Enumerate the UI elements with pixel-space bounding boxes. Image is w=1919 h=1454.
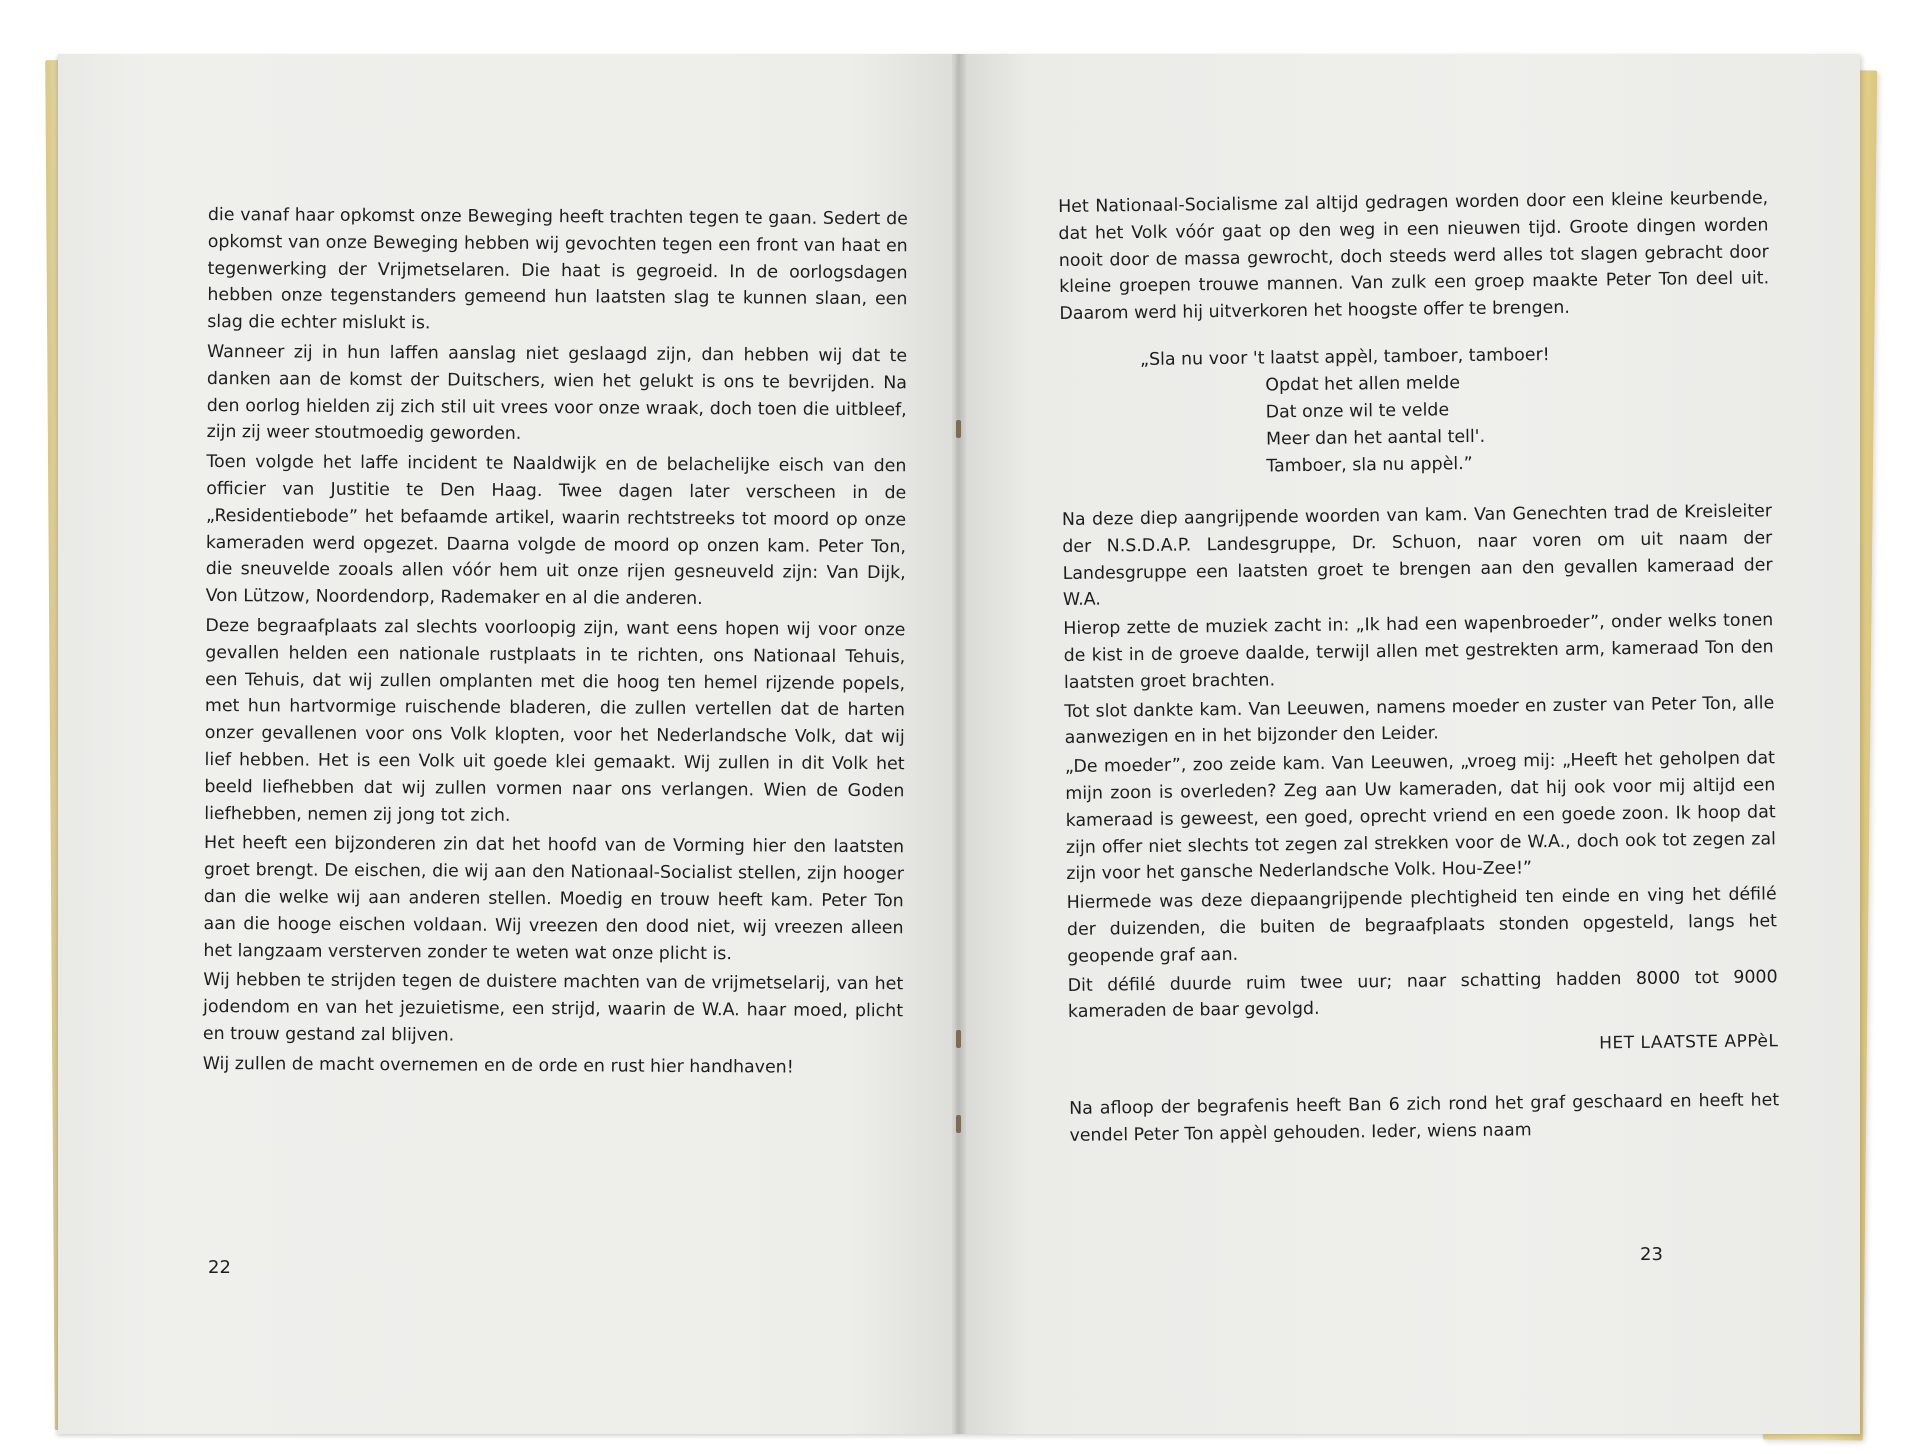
poem-line: Opdat het allen melde [1265,373,1461,396]
section-heading: HET LAATSTE APPèL [1599,1031,1779,1054]
left-page [58,54,961,1434]
left-page-text [203,202,908,1085]
book-gutter [952,54,966,1434]
paragraph: Toen volgde het laffe incident te Naaldwijk en de belachelijke eisch van den officier van Justitie te Den Haag. Twee dagen later verscheen in de „Residentiebode” het befaamde artikel, waarin rechtstreeks tot moord op onze kameraden werd opgezet. Daarna volgde de moord op onzen kam. Peter Ton, die sneuvelde zooals allen vóór hem uit onze rijen gesneuveld zijn: Van Dijk, Von Lützow, Noordendorp, Rademaker en al die anderen. [205,452,907,610]
closing-paragraph: Na afloop der begrafenis heeft Ban 6 zich rond het graf geschaard en heeft het vendel Peter Ton appèl gehouden. Ieder, wiens naam [1069,1090,1780,1146]
poem-line: Tamboer, sla nu appèl.” [1266,453,1473,477]
paragraph: Wanneer zij in hun laffen aanslag niet geslaagd zijn, dan hebben wij dat te danken aan de komst der Duitschers, wien het gelukt is ons te bevrijden. Na den oorlog hielden zij zich stil uit vrees voor onze wraak, doch toen die uitbleef, zijn zij weer stoutmoedig geworden. [206,341,908,445]
poem-stanza [1140,339,1772,482]
right-page [958,54,1860,1434]
right-page-text [1058,185,1780,1151]
binding-stitch [956,1030,961,1048]
poem-line: Dat onze wil te velde [1265,400,1450,423]
paragraph: Hierop zette de muziek zacht in: „Ik had een wapenbroeder”, onder welks tonen de kist in de groeve daalde, terwijl allen met gestrekten arm, kameraad Ton den laatsten groet brachten. [1063,610,1774,693]
paragraph: Hiermede was deze diepaangrijpende plechtigheid ten einde en ving het défilé der duizenden, die buiten de begraafplaats stonden opgesteld, langs het geopende graf aan. [1066,884,1778,967]
paragraph: die vanaf haar opkomst onze Beweging heeft trachten tegen te gaan. Sedert de opkomst van onze Beweging hebben wij gevochten tegen een front van haat en tegenwerking der Vrijmetselaren. Die haat is gegroeid. In de oorlogsdagen hebben onze tegenstanders gemeend hun laatsten slag te kunnen slaan, een slag die echter mislukt is. [207,204,908,334]
binding-stitch [956,1115,961,1133]
page-number: 23 [1640,1244,1663,1265]
paragraph: „De moeder”, zoo zeide kam. Van Leeuwen, „vroeg mij: „Heeft het geholpen dat mijn zoon is overleden? Zeg aan Uw kameraden, dat hij ook voor mij altijd een kameraad is geweest, een goed, oprecht vriend en een goede zoon. Ik hoop dat zijn offer niet slechts tot zegen zal strekken voor de W.A., doch ook tot zegen zal zijn voor het gansche Nederlandsche Volk. Hou-Zee!” [1064,748,1777,885]
page-number: 22 [208,1257,231,1278]
paragraph: Tot slot dankte kam. Van Leeuwen, namens moeder en zuster van Peter Ton, alle aanwezigen en in het bijzonder den Leider. [1064,692,1775,749]
intro-paragraph: Het Nationaal-Socialisme zal altijd gedragen worden door een kleine keurbende, dat het Volk vóór gaat op den weg in een nieuwen tijd. Groote dingen worden nooit door de massa gewrocht, doch steeds werd alles tot slagen gebracht door kleine groepen trouwe mannen. Van zulk een groep maakte Peter Ton deel uit. Daarom werd hij uitverkoren het hoogste offer te brengen. [1058,188,1770,325]
paragraph: Na deze diep aangrijpende woorden van kam. Van Genechten trad de Kreisleiter der N.S.D.A.P. Landesgruppe, Dr. Schuon, naar voren om uit naam der Landesgruppe een laatsten groet te brengen aan den gevallen kameraad der W.A. [1061,501,1773,611]
paragraph: Wij zullen de macht overnemen en de orde en rust hier handhaven! [202,1053,794,1078]
poem-line: „Sla nu voor 't laatst appèl, tamboer, tamboer! [1139,344,1550,370]
paragraph: Het heeft een bijzonderen zin dat het hoofd van de Vorming hier den laatsten groet brengt. De eischen, die wij aan den Nationaal-Socialist stellen, zijn hooger dan die welke wij aan anderen stellen. Moedig en trouw heeft kam. Peter Ton aan die hooge eischen voldaan. Wij vreezen den dood niet, wij vreezen alleen het langzaam versterven zonder te weten wat onze plicht is. [203,833,905,964]
paragraph: Deze begraafplaats zal slechts voorloopig zijn, want eens hopen wij voor onze gevallen helden een nationale rustplaats in te richten, ons Nationaal Tehuis, een Tehuis, dat wij zullen omplanten met die hoog ten hemel rijzende popels, met hun hartvormige ruischende bladeren, die zullen vertellen dat de harten onzer gevallenen voor ons Volk klopten, voor het Nederlandsche Volk, dat wij lief hebben. Het is een Volk uit goede klei gemaakt. Wij zullen in dit Volk het beeld liefhebben dat wij zullen vormen naar ons verlangen. Wien de Goden liefhebben, nemen zij jong tot zich. [204,615,906,826]
paragraph: Wij hebben te strijden tegen de duistere machten van de vrijmetselarij, van het jodendom en van het jezuietisme, een strijd, waarin de W.A. haar moed, plicht en trouw gestand zal blijven. [202,970,904,1046]
paragraph: Dit défilé duurde ruim twee uur; naar schatting hadden 8000 tot 9000 kameraden de baar gevolgd. [1067,966,1778,1023]
poem-line: Meer dan het aantal tell'. [1265,426,1486,450]
binding-stitch [956,420,961,438]
